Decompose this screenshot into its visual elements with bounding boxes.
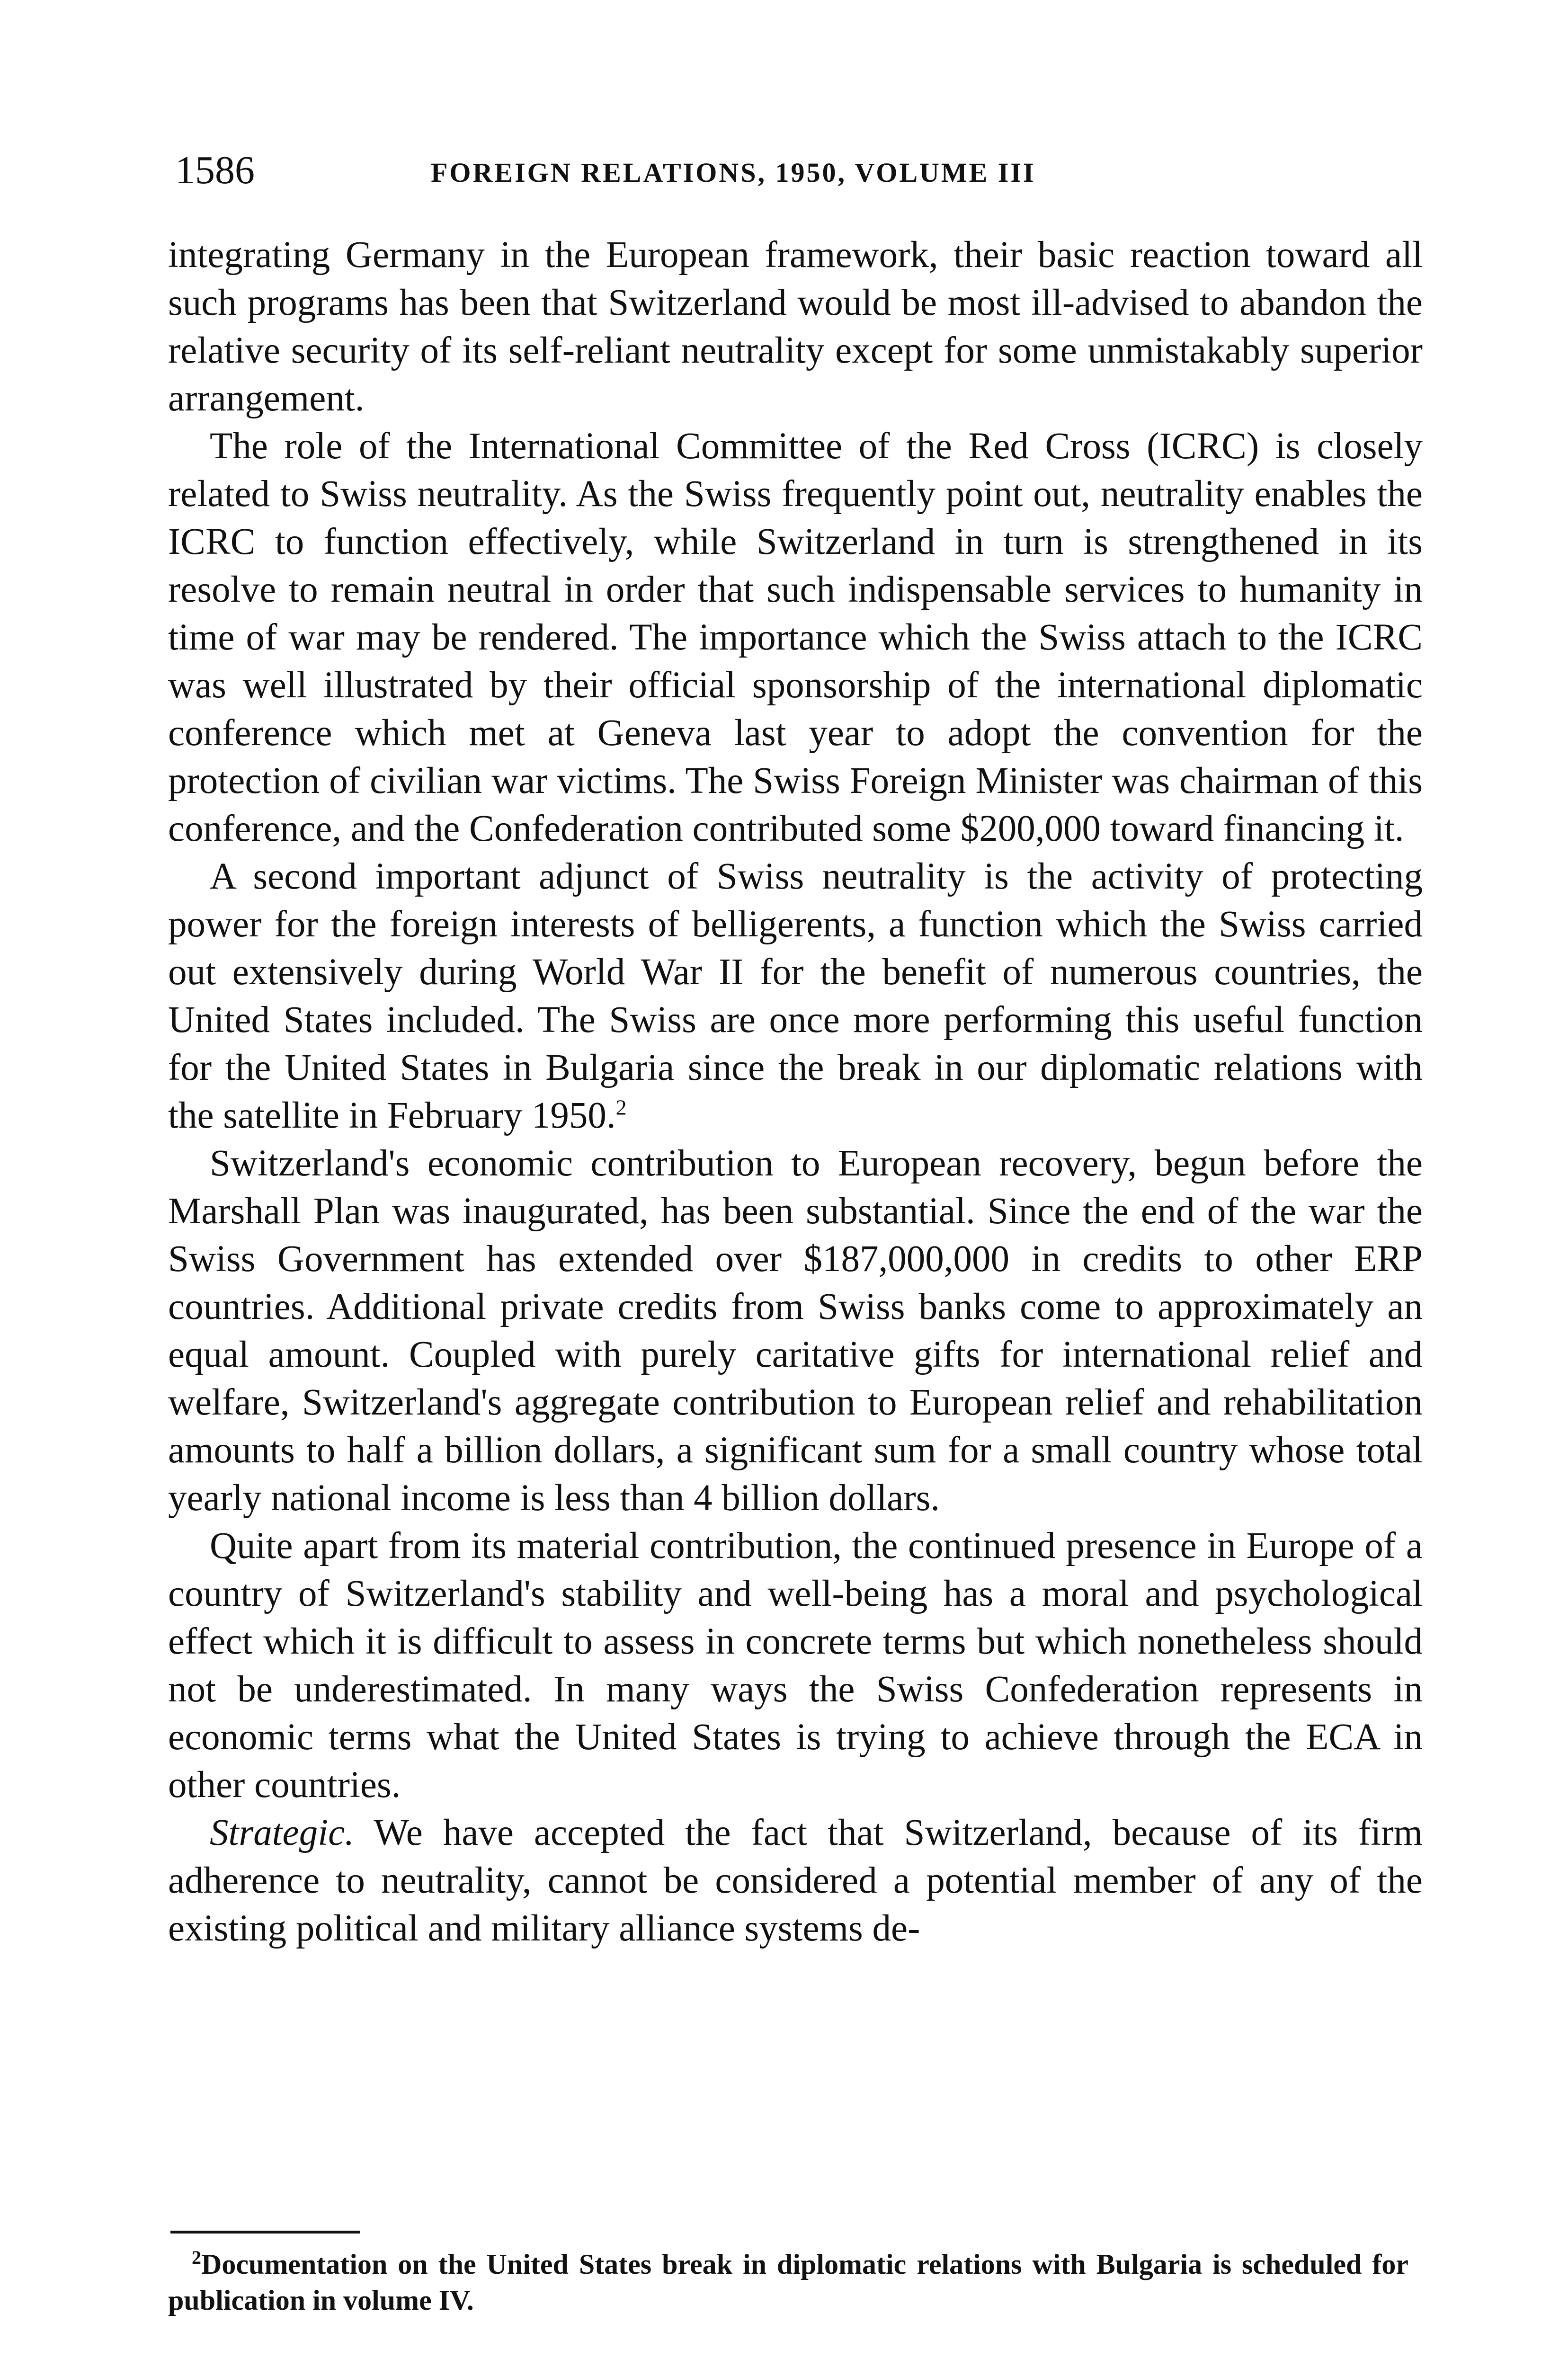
- footnote-text: Documentation on the United States break in diplomatic relations with Bulgaria is scheduled for publication in volume IV.: [168, 2249, 1408, 2316]
- paragraph-2: The role of the International Committee of the Red Cross (ICRC) is closely related to Swiss neutrality. As the Swiss frequently point out, neutrality enables the ICRC to function effectively, while Switzerland in turn is strengthened in its resolve to remain neutral in order that such indispensable services to humanity in time of war may be rendered. The importance which the Swiss attach to the ICRC was well illustrated by their official sponsorship of the international diplomatic conference which met at Geneva last year to adopt the convention for the protection of civilian war victims. The Swiss Foreign Minister was chairman of this conference, and the Confederation contributed some $200,000 toward financing it.: [168, 426, 1423, 849]
- body-text: [168, 231, 1423, 1952]
- paragraph-3: [168, 853, 1423, 1139]
- paragraph-3-text: A second important adjunct of Swiss neutrality is the activity of protecting power for the foreign interests of belligerents, a function which the Swiss carried out extensively during World War II for the benefit of numerous countries, the United States included. The Swiss are once more performing this useful function for the United States in Bulgaria since the break in our diplomatic relations with the satellite in February 1950.: [168, 856, 1423, 1136]
- section-heading-strategic: Strategic.: [210, 1812, 354, 1853]
- paragraph-6: [168, 1809, 1423, 1952]
- paragraph-1: integrating Germany in the European framework, their basic reaction toward all such programs has been that Switzerland would be most ill-advised to abandon the relative security of its self-reliant neutrality except for some unmistakably superior arrangement.: [168, 234, 1423, 419]
- footnote-reference: 2: [615, 1095, 627, 1120]
- paragraph-5: Quite apart from its material contribution, the continued presence in Europe of a country of Switzerland's stability and well-being has a moral and psychological effect which it is difficult to assess in concrete terms but which nonetheless should not be underestimated. In many ways the Swiss Confederation represents in economic terms what the United States is trying to achieve through the ECA in other countries.: [168, 1525, 1423, 1806]
- page-number: 1586: [175, 148, 255, 192]
- footnote-mark: 2: [192, 2247, 201, 2268]
- paragraph-6-text: We have accepted the fact that Switzerland, because of its firm adherence to neutrality, cannot be considered a potential member of any of the existing political and military alliance systems de-: [168, 1812, 1423, 1949]
- running-head: FOREIGN RELATIONS, 1950, VOLUME III: [431, 157, 1036, 188]
- footnote-divider: [170, 2231, 360, 2234]
- footnote: [168, 2246, 1408, 2318]
- paragraph-4: Switzerland's economic contribution to European recovery, begun before the Marshall Plan was inaugurated, has been substantial. Since the end of the war the Swiss Government has extended over $187,000,000 in credits to other ERP countries. Additional private credits from Swiss banks come to approximately an equal amount. Coupled with purely caritative gifts for international relief and welfare, Switzerland's aggregate contribution to European relief and rehabilitation amounts to half a billion dollars, a significant sum for a small country whose total yearly national income is less than 4 billion dollars.: [168, 1143, 1423, 1519]
- page-header: [175, 142, 1416, 199]
- footnote-entry: [168, 2246, 1408, 2318]
